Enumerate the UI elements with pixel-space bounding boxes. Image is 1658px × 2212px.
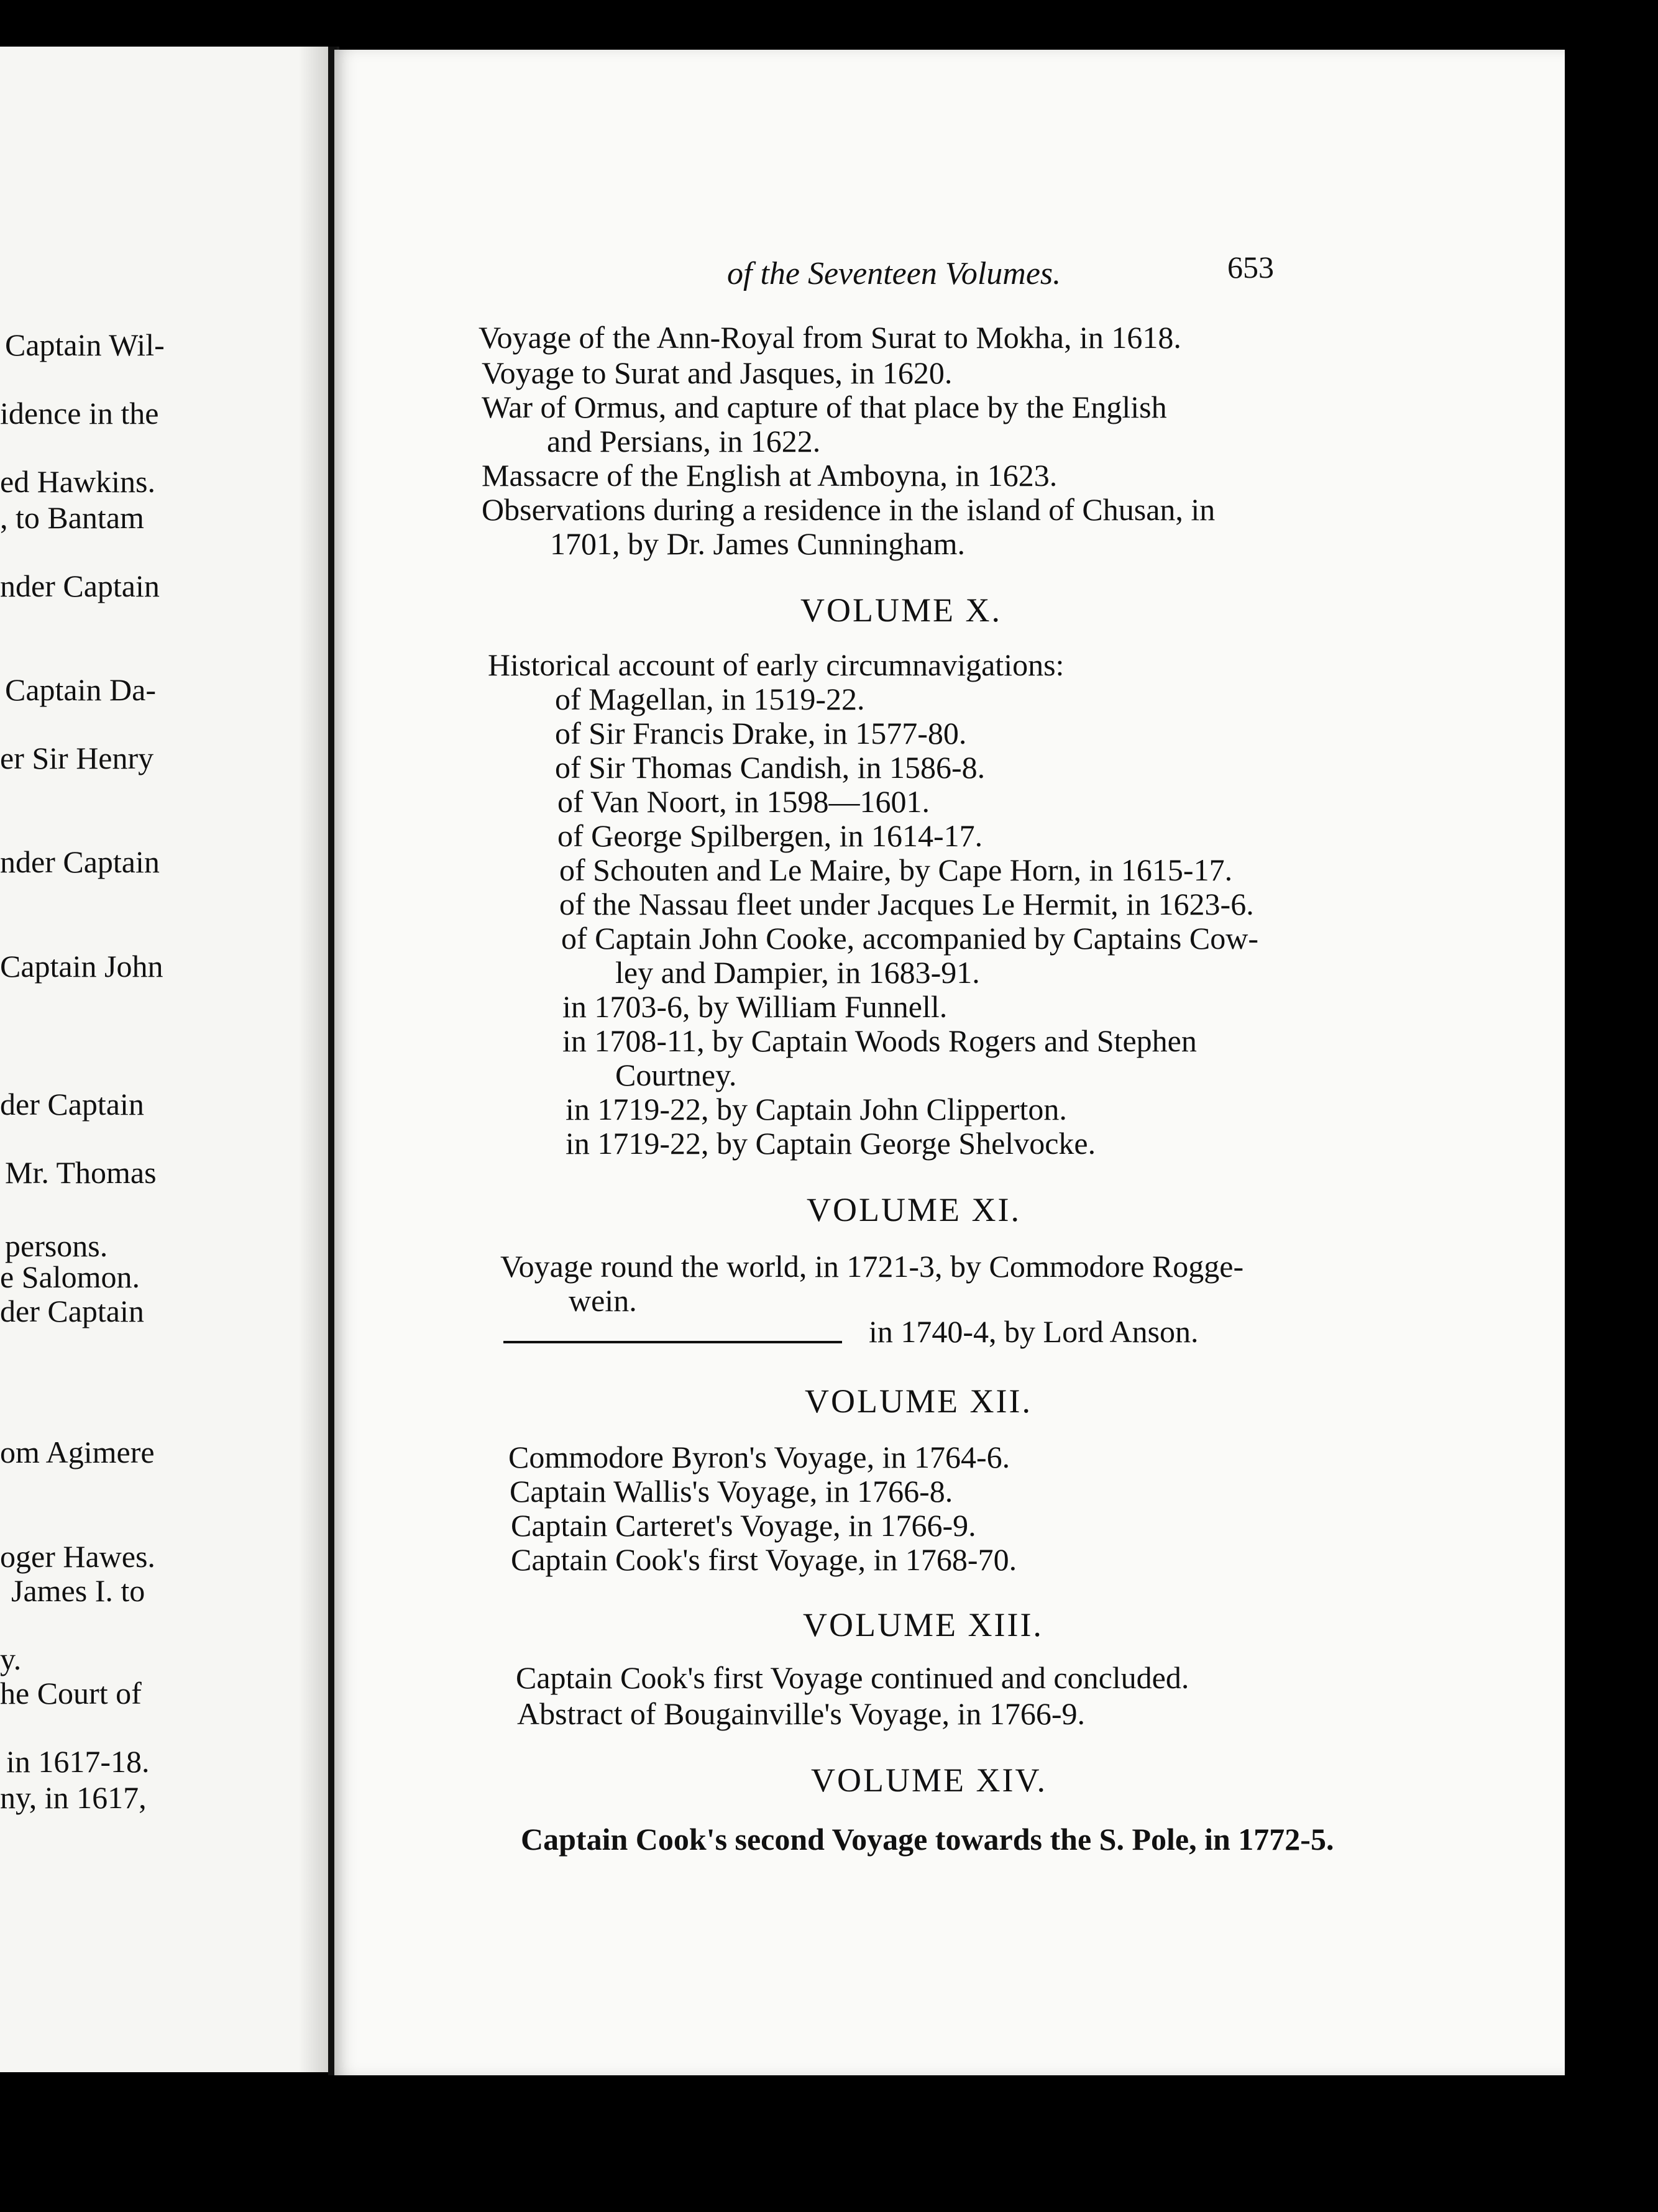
volume-heading: VOLUME XI. xyxy=(807,1191,1021,1228)
left-line: in 1617-18. xyxy=(6,1744,150,1779)
toc-entry: in 1703-6, by William Funnell. xyxy=(562,989,948,1024)
toc-entry: Historical account of early circumnavigations: xyxy=(488,647,1065,682)
toc-entry: of Van Noort, in 1598—1601. xyxy=(557,784,930,819)
toc-entry: Massacre of the English at Amboyna, in 1623. xyxy=(482,458,1058,493)
left-line: er Sir Henry xyxy=(0,741,154,775)
toc-entry: of Sir Thomas Candish, in 1586-8. xyxy=(555,750,986,785)
left-line: nder Captain xyxy=(0,844,160,879)
page-number: 653 xyxy=(1227,250,1274,285)
left-line: James I. to xyxy=(11,1573,145,1608)
toc-entry: of Sir Francis Drake, in 1577-80. xyxy=(555,716,967,751)
toc-entry: 1701, by Dr. James Cunningham. xyxy=(550,526,966,561)
left-line: Captain Da- xyxy=(5,672,156,707)
left-line: persons. xyxy=(5,1228,108,1263)
left-line: ed Hawkins. xyxy=(0,464,155,499)
left-line: der Captain xyxy=(0,1294,144,1328)
left-line: Captain John xyxy=(0,949,163,984)
left-line: Mr. Thomas xyxy=(5,1155,157,1190)
toc-entry: wein. xyxy=(569,1283,637,1318)
toc-entry: of George Spilbergen, in 1614-17. xyxy=(557,818,983,853)
volume-heading: VOLUME XIII. xyxy=(803,1606,1043,1643)
toc-entry: of Magellan, in 1519-22. xyxy=(555,682,865,716)
left-line: y. xyxy=(0,1642,22,1676)
volume-heading: VOLUME XII. xyxy=(805,1382,1032,1420)
volume-heading: VOLUME X. xyxy=(800,592,1002,629)
toc-entry: Abstract of Bougainville's Voyage, in 1766-9. xyxy=(517,1696,1085,1731)
left-line: Captain Wil- xyxy=(5,327,165,362)
left-line: oger Hawes. xyxy=(0,1539,155,1574)
toc-entry: Courtney. xyxy=(615,1058,737,1092)
toc-entry: Voyage to Surat and Jasques, in 1620. xyxy=(482,355,953,390)
toc-entry: Captain Cook's first Voyage, in 1768-70. xyxy=(511,1542,1017,1577)
left-line: ny, in 1617, xyxy=(0,1780,147,1815)
toc-entry: Captain Cook's second Voyage towards the S. Pole, in 1772-5. xyxy=(521,1822,1334,1857)
toc-entry: of the Nassau fleet under Jacques Le Hermit, in 1623-6. xyxy=(559,887,1254,921)
toc-entry: of Schouten and Le Maire, by Cape Horn, in 1615-17. xyxy=(559,852,1233,887)
toc-entry: in 1740-4, by Lord Anson. xyxy=(869,1314,1199,1349)
left-line: der Captain xyxy=(0,1087,144,1122)
running-head: of the Seventeen Volumes. xyxy=(727,256,1061,291)
toc-entry: Captain Wallis's Voyage, in 1766-8. xyxy=(510,1474,953,1509)
toc-entry: Captain Carteret's Voyage, in 1766-9. xyxy=(511,1508,976,1543)
toc-entry: and Persians, in 1622. xyxy=(547,424,821,459)
toc-entry: Observations during a residence in the island of Chusan, in xyxy=(482,492,1216,527)
toc-entry: in 1708-11, by Captain Woods Rogers and Stephen xyxy=(562,1023,1197,1058)
toc-entry: Voyage round the world, in 1721-3, by Commodore Rogge- xyxy=(500,1249,1244,1284)
toc-entry: Commodore Byron's Voyage, in 1764-6. xyxy=(508,1440,1010,1474)
left-line: om Agimere xyxy=(0,1435,155,1469)
ditto-rule xyxy=(503,1341,842,1343)
toc-entry: in 1719-22, by Captain George Shelvocke. xyxy=(566,1126,1096,1161)
left-line: he Court of xyxy=(0,1676,142,1711)
toc-entry: ley and Dampier, in 1683-91. xyxy=(615,955,980,990)
left-line: , to Bantam xyxy=(0,500,144,535)
toc-entry: in 1719-22, by Captain John Clipperton. xyxy=(566,1092,1067,1127)
left-line: e Salomon. xyxy=(0,1259,140,1294)
left-line: idence in the xyxy=(0,396,159,431)
toc-entry: of Captain John Cooke, accompanied by Captains Cow- xyxy=(561,921,1258,956)
toc-entry: Voyage of the Ann-Royal from Surat to Mokha, in 1618. xyxy=(479,320,1181,355)
left-line: nder Captain xyxy=(0,569,160,603)
toc-entry: War of Ormus, and capture of that place by the English xyxy=(482,390,1167,424)
volume-heading: VOLUME XIV. xyxy=(811,1762,1047,1799)
toc-entry: Captain Cook's first Voyage continued and concluded. xyxy=(516,1660,1189,1695)
